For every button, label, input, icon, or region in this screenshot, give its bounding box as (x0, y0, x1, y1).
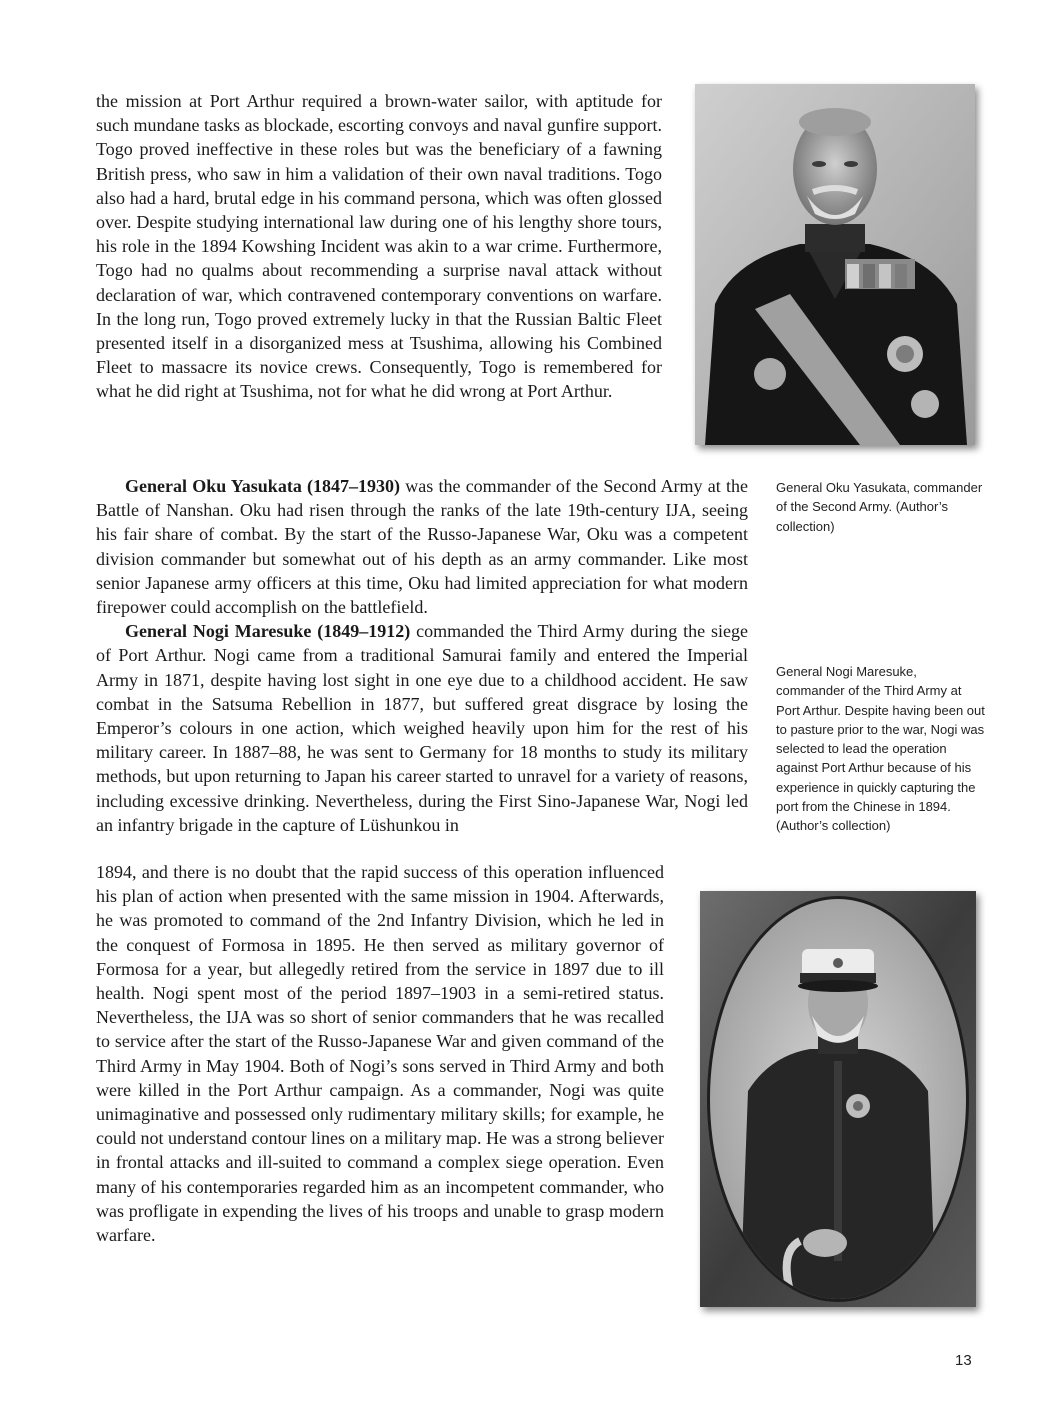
nogi-body: commanded the Third Army during the siege of Port Arthur. Nogi came from a traditional Samurai family and entered the Imperial Army in 1871, despite having lost sight in one eye due to a childhood accident. He saw combat in the Satsuma Rebellion in 1877, but suffered great disgrace by losing the Emperor’s colours in one action, which weighed heavily upon him for the rest of his military career. In 1887–88, he was sent to Germany for 18 months to study its military methods, but upon returning to Japan his career started to unravel for a variety of reasons, including excessive drinking. Nevertheless, during the First Sino-Japanese War, Nogi led an infantry brigade in the capture of Lüshunkou in (96, 621, 748, 835)
paragraph-nogi (96, 619, 748, 837)
page-number: 13 (955, 1352, 972, 1369)
nogi-portrait-photo (700, 891, 976, 1307)
oku-photo-caption: General Oku Yasukata, commander of the Second Army. (Author’s collection) (776, 480, 983, 534)
paragraph-togo: the mission at Port Arthur required a brown-water sailor, with aptitude for such mundane tasks as blockade, escorting convoys and naval gunfire support. Togo proved ineffective in these roles but was the beneficiary of a fawning British press, who saw in him a validation of their own naval traditions. Togo also had a hard, brutal edge in his command persona, which was often glossed over. Despite studying international law during one of his lengthy shore tours, his role in the 1894 Kowshing Incident was akin to a war crime. Furthermore, Togo had no qualms about recommending a surprise naval attack without declaration of war, which contravened contemporary conventions on warfare. In the long run, Togo proved extremely lucky in that the Russian Baltic Fleet presented itself in a disorganized mess at Tsushima, allowing his Combined Fleet to massacre its novice crews. Consequently, Togo is remembered for what he did right at Tsushima, not for what he did wrong at Port Arthur. (96, 91, 662, 402)
body-text-bottom (96, 860, 664, 1247)
oku-body: was the commander of the Second Army at the Battle of Nanshan. Oku had risen through the ranks of the late 19th-century IJA, seeing his fair share of combat. By the start of the Russo-Japanese War, Oku was a competent division commander but somewhat out of his depth as an army commander. Like most senior Japanese army officers at this time, Oku had limited appreciation for what modern firepower could accomplish on the battlefield. (96, 476, 748, 618)
oku-portrait-photo (695, 84, 975, 445)
body-text-top (96, 89, 662, 404)
oku-portrait-image (695, 84, 975, 445)
nogi-portrait-image (700, 891, 976, 1307)
nogi-photo-caption: General Nogi Maresuke, commander of the Third Army at Port Arthur. Despite having been out to pasture prior to the war, Nogi was selected to lead the operation against Port Arthur because of his experience in quickly capturing the port from the Chinese in 1894. (Author’s collection) (776, 664, 985, 834)
body-text-middle (96, 474, 748, 837)
oku-heading: General Oku Yasukata (1847–1930) (125, 476, 401, 496)
paragraph-oku (96, 474, 748, 619)
nogi-heading: General Nogi Maresuke (1849–1912) (125, 621, 411, 642)
paragraph-nogi-continued: 1894, and there is no doubt that the rapid success of this operation influenced his plan of action when presented with the same mission in 1904. Afterwards, he was promoted to command of the 2nd Infantry Division, which he led in the conquest of Formosa in 1895. He then served as military governor of Formosa for a year, but allegedly retired from the service in 1897 due to ill health. Nogi spent most of the period 1897–1903 in a semi-retired status. Nevertheless, the IJA was so short of senior commanders that he was recalled to service after the start of the Russo-Japanese War and given command of the Third Army in May 1904. Both of Nogi’s sons served in Third Army and both were killed in the Port Arthur campaign. As a commander, Nogi was quite unimaginative and possessed only rudimentary military skills; for example, he could not understand contour lines on a military map. He was a strong believer in frontal attacks and ill-suited to command a complex siege operation. Even many of his contemporaries regarded him as an incompetent commander, who was profligate in expending the lives of his troops and unable to grasp modern warfare. (96, 862, 664, 1246)
